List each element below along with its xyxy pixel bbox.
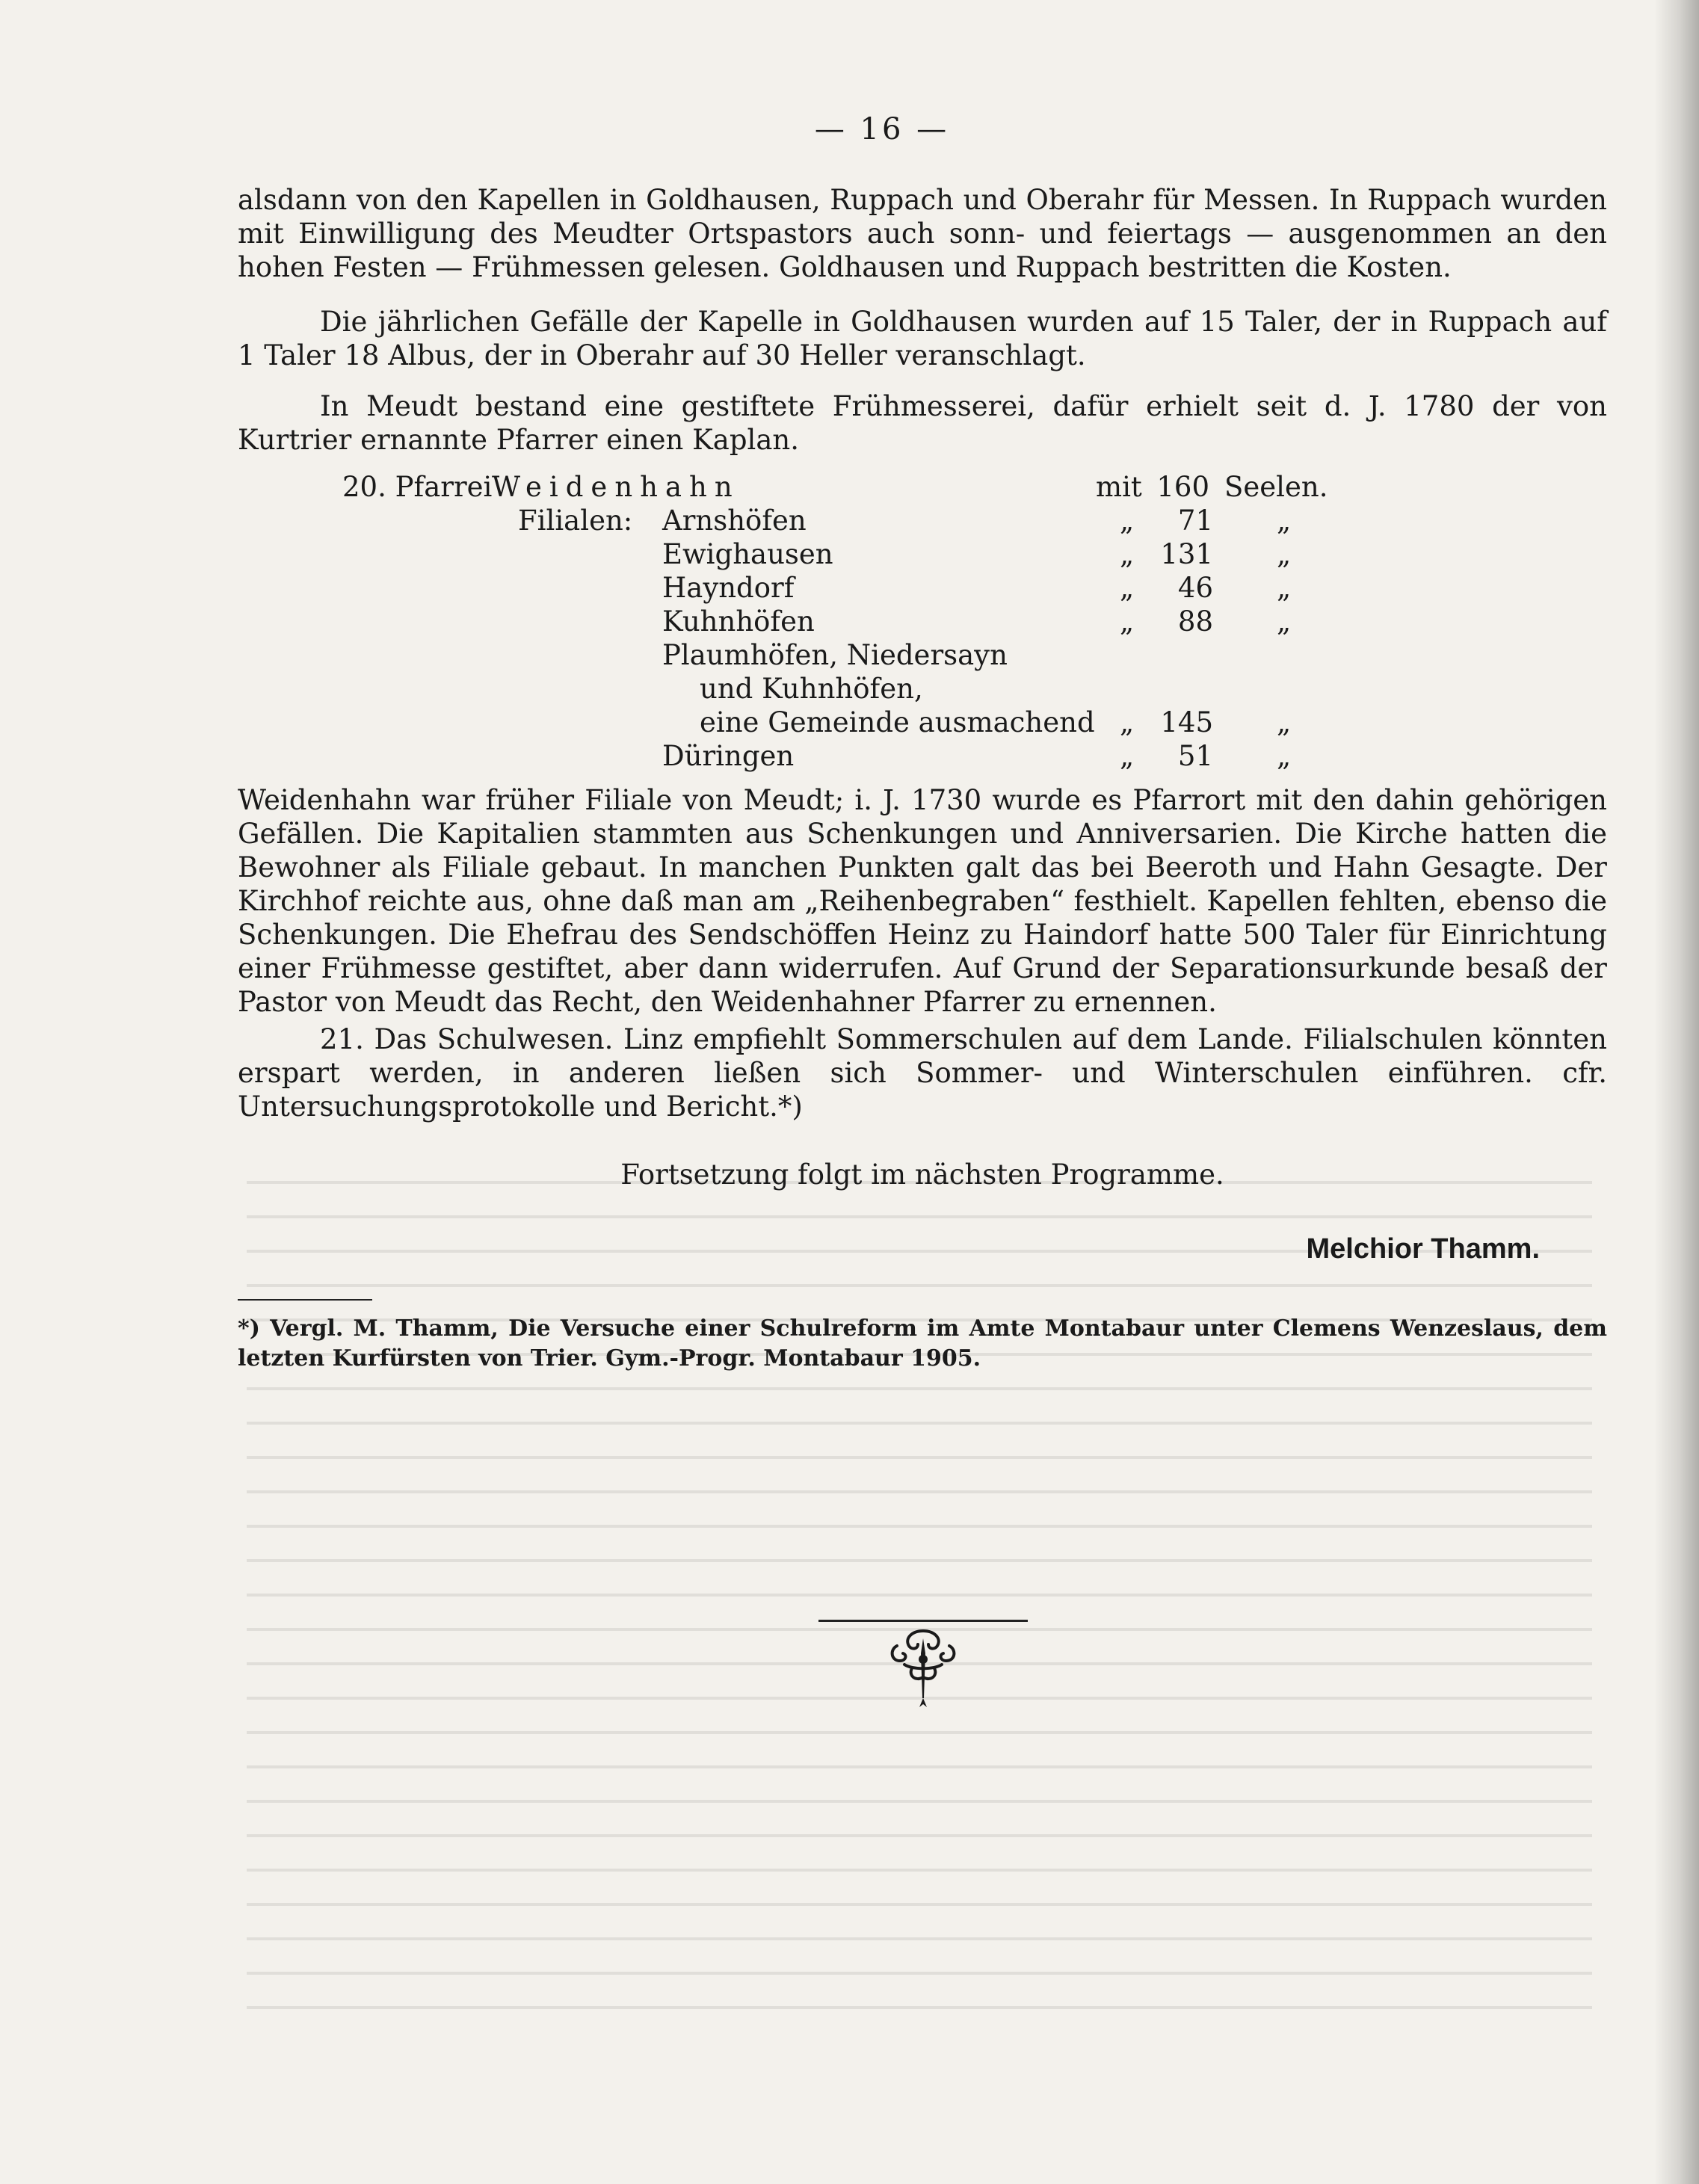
ditto-mark: „	[1120, 605, 1135, 638]
page-edge-shadow	[1654, 0, 1699, 2184]
filial-count: 71	[1177, 505, 1213, 537]
filial-count: 145	[1160, 706, 1213, 738]
filial-row	[238, 706, 1607, 740]
paragraph-5	[238, 1022, 1607, 1123]
filial-row	[238, 572, 1607, 605]
filial-name: Hayndorf	[662, 572, 795, 604]
continuation-note: Fortsetzung folgt im nächsten Programme.	[620, 1159, 1224, 1191]
filial-row	[238, 639, 1607, 673]
footnote: *) Vergl. M. Thamm, Die Versuche einer Schulreform im Amte Montabaur unter Clemens Wenzeslaus, dem letzten Kurfürsten von Trier. Gym.-Progr. Montabaur 1905.	[238, 1315, 1607, 1372]
filial-count: 46	[1177, 572, 1213, 604]
paragraph-4	[238, 783, 1607, 1019]
filial-name: Plaumhöfen, Niedersayn	[662, 639, 1008, 671]
filial-row	[238, 505, 1607, 538]
ditto-mark: „	[1120, 505, 1135, 537]
paragraph-1	[238, 183, 1607, 284]
page-number: — 16 —	[814, 112, 950, 146]
parish-number: 20. Pfarrei	[342, 471, 493, 503]
filial-count: 88	[1177, 605, 1213, 638]
paragraph-2	[238, 305, 1607, 372]
ditto-mark: „	[1277, 538, 1292, 570]
filial-name: Düringen	[662, 740, 795, 772]
paragraph-3	[238, 389, 1607, 457]
parish-count: 160	[1156, 471, 1209, 503]
paragraph-1-text: alsdann von den Kapellen in Goldhausen, Ruppach und Oberahr für Messen. In Ruppach wurden mit Einwilligung des Meudter Ortspastors auch sonn- und feiertags — ausgenommen an den hohen Festen — Frühmessen gelesen. Goldhausen und Ruppach bestritten die Kosten.	[238, 184, 1607, 283]
filial-name: Arnshöfen	[662, 505, 807, 537]
ditto-mark: „	[1120, 538, 1135, 570]
filial-name: Ewighausen	[662, 538, 833, 570]
ditto-mark: „	[1277, 706, 1292, 738]
filial-count: 51	[1177, 740, 1213, 772]
author-signature: Melchior Thamm.	[1306, 1233, 1540, 1265]
paragraph-5-text: 21. Das Schulwesen. Linz empfiehlt Sommerschulen auf dem Lande. Filialschulen könnten erspart werden, in anderen ließen sich Sommer- und Winterschulen einführen. cfr. Untersuchungsprotokolle und Bericht.*)	[238, 1023, 1607, 1123]
filial-row	[238, 605, 1607, 639]
filial-count: 131	[1160, 538, 1213, 570]
ditto-mark: „	[1120, 706, 1135, 738]
filial-name: Kuhnhöfen	[662, 605, 815, 638]
paragraph-3-text: In Meudt bestand eine gestiftete Frühmesserei, dafür erhielt seit d. J. 1780 der von Kurtrier ernannte Pfarrer einen Kaplan.	[238, 390, 1607, 456]
ornament-icon	[882, 1623, 964, 1713]
filial-row	[238, 538, 1607, 572]
ditto-mark: „	[1277, 740, 1292, 772]
filialen-label: Filialen:	[518, 505, 633, 537]
filial-row	[238, 740, 1607, 774]
filial-name: eine Gemeinde ausmachend	[700, 706, 1095, 738]
ditto-mark: „	[1120, 572, 1135, 604]
ditto-mark: „	[1277, 572, 1292, 604]
ditto-mark: „	[1277, 505, 1292, 537]
closing-rule	[818, 1620, 1028, 1622]
parish-name: Weidenhahn	[492, 471, 740, 503]
ditto-mark: „	[1120, 740, 1135, 772]
paragraph-4-text: Weidenhahn war früher Filiale von Meudt; i. J. 1730 wurde es Pfarrort mit den dahin gehörigen Gefällen. Die Kapitalien stammten aus Schenkungen und Anniversarien. Die Kirche hatten die Bewohner als Filiale gebaut. In manchen Punkten galt das bei Beeroth und Hahn Gesagte. Der Kirchhof reichte aus, ohne daß man am „Reihenbegraben“ festhielt. Kapellen fehlten, ebenso die Schenkungen. Die Ehefrau des Sendschöffen Heinz zu Haindorf hatte 500 Taler für Einrichtung einer Frühmesse gestiftet, aber dann widerrufen. Auf Grund der Separationsurkunde besaß der Pastor von Meudt das Recht, den Weidenhahner Pfarrer zu ernennen.	[238, 784, 1607, 1018]
filial-row	[238, 673, 1607, 706]
bleed-through-texture	[247, 1181, 1592, 2018]
paragraph-2-text: Die jährlichen Gefälle der Kapelle in Goldhausen wurden auf 15 Taler, der in Ruppach auf 1 Taler 18 Albus, der in Oberahr auf 30 Heller veranschlagt.	[238, 306, 1607, 371]
parish-mit: mit	[1096, 471, 1142, 503]
ditto-mark: „	[1277, 605, 1292, 638]
footnote-rule	[238, 1299, 372, 1301]
parish-unit: Seelen.	[1224, 471, 1328, 503]
parish-heading	[238, 471, 1607, 505]
filial-name: und Kuhnhöfen,	[700, 673, 923, 705]
